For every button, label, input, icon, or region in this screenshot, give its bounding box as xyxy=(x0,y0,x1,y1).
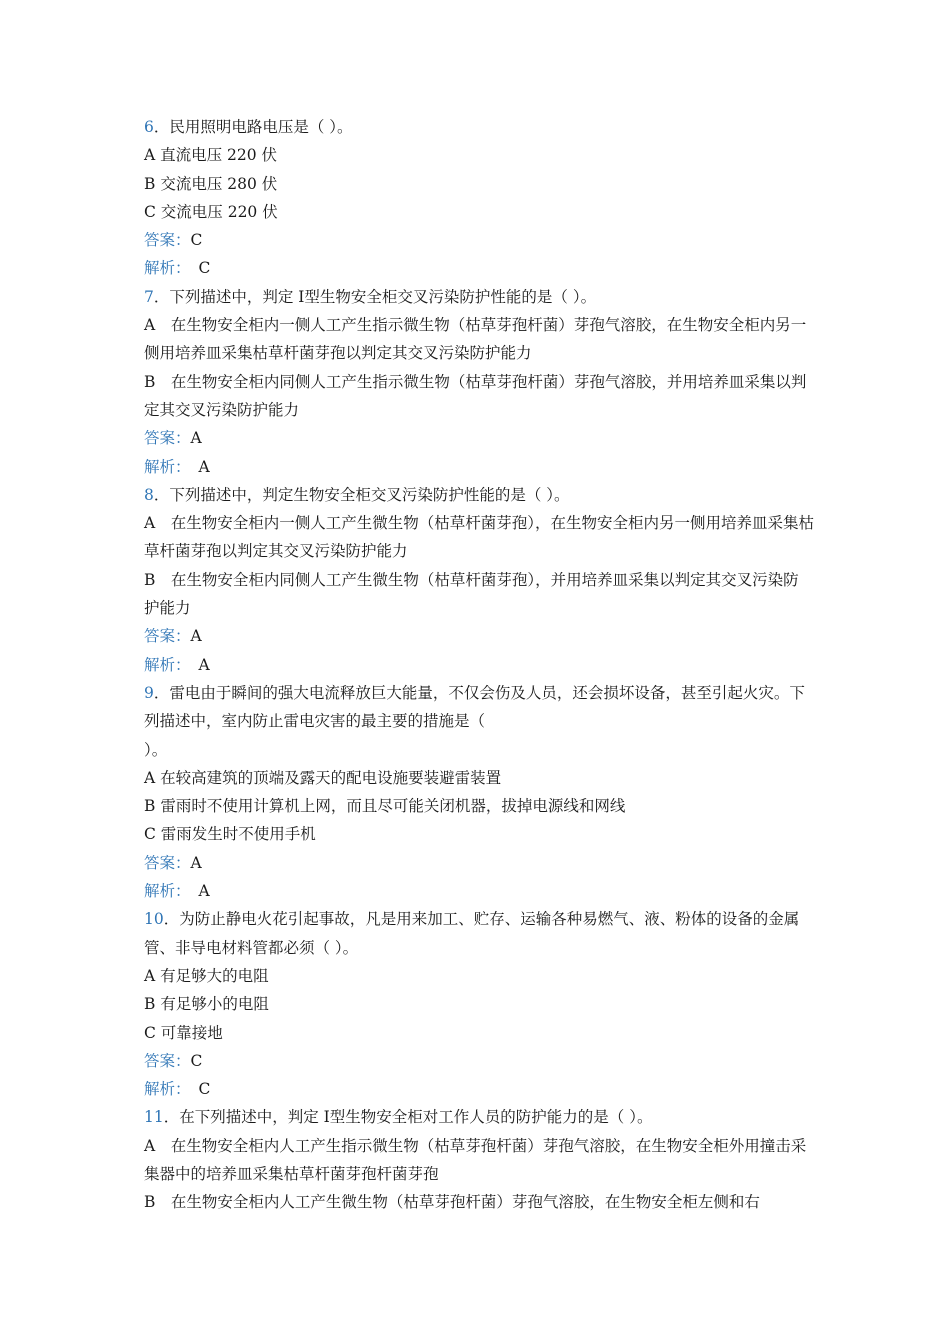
option: A 在较高建筑的顶端及露天的配电设施要装避雷装置 xyxy=(144,768,502,787)
answer-line: 答案：A xyxy=(144,627,202,646)
option: B 在生物安全柜内同侧人工产生微生物（枯草杆菌芽孢），并用培养皿采集以判定其交叉污染防护能力 xyxy=(144,570,799,618)
question-number: 10 xyxy=(144,910,164,929)
analysis-line: 解析： C xyxy=(144,1080,211,1099)
question-number: 7 xyxy=(144,287,154,306)
option: B 在生物安全柜内人工产生微生物（枯草芽孢杆菌）芽孢气溶胶，在生物安全柜左侧和右 xyxy=(144,1193,760,1212)
answer-line: 答案：A xyxy=(144,429,202,448)
question-8 xyxy=(144,481,814,679)
question-number: 8 xyxy=(144,485,154,504)
option: A 在生物安全柜内一侧人工产生微生物（枯草杆菌芽孢），在生物安全柜内另一侧用培养皿采集枯草杆菌芽孢以判定其交叉污染防护能力 xyxy=(144,514,814,561)
question-stem: 10．为防止静电火花引起事故，凡是用来加工、贮存、运输各种易燃气、液、粉体的设备的金属管、非导电材料管都必须（ ）。 xyxy=(144,910,800,957)
analysis-line: 解析： C xyxy=(144,259,211,278)
option: B 交流电压 280 伏 xyxy=(144,174,278,193)
option: A 有足够大的电阻 xyxy=(144,966,269,985)
question-number: 6 xyxy=(144,118,154,136)
analysis-line: 解析： A xyxy=(144,882,210,901)
option: C 交流电压 220 伏 xyxy=(144,202,278,221)
question-stem: 6．民用照明电路电压是（ ）。 xyxy=(144,118,353,136)
question-6 xyxy=(144,113,814,283)
option: B 雷雨时不使用计算机上网，而且尽可能关闭机器，拔掉电源线和网线 xyxy=(144,797,626,816)
option: A 在生物安全柜内一侧人工产生指示微生物（枯草芽孢杆菌）芽孢气溶胶，在生物安全柜内另一侧用培养皿采集枯草杆菌芽孢以判定其交叉污染防护能力 xyxy=(144,316,807,363)
option: B 在生物安全柜内同侧人工产生指示微生物（枯草芽孢杆菌）芽孢气溶胶，并用培养皿采集以判定其交叉污染防护能力 xyxy=(144,372,807,419)
question-number: 9 xyxy=(144,683,154,702)
question-stem-tail: ）。 xyxy=(144,740,168,759)
option: B 有足够小的电阻 xyxy=(144,995,269,1014)
analysis-line: 解析： A xyxy=(144,457,210,476)
question-10 xyxy=(144,905,814,1103)
option: C 雷雨发生时不使用手机 xyxy=(144,825,316,844)
analysis-line: 解析： A xyxy=(144,655,210,674)
question-stem: 11．在下列描述中，判定 I型生物安全柜对工作人员的防护能力的是（ ）。 xyxy=(144,1108,653,1127)
question-9 xyxy=(144,679,814,905)
document-page xyxy=(144,113,814,1217)
answer-line: 答案：A xyxy=(144,853,202,872)
question-stem: 8．下列描述中，判定生物安全柜交叉污染防护性能的是（ ）。 xyxy=(144,485,570,504)
option: C 可靠接地 xyxy=(144,1023,223,1042)
question-7 xyxy=(144,283,814,481)
answer-line: 答案：C xyxy=(144,1051,203,1070)
option: A 直流电压 220 伏 xyxy=(144,146,278,165)
answer-line: 答案：C xyxy=(144,231,203,250)
question-number: 11 xyxy=(144,1108,164,1127)
option: A 在生物安全柜内人工产生指示微生物（枯草芽孢杆菌）芽孢气溶胶，在生物安全柜外用撞击采集器中的培养皿采集枯草杆菌芽孢杆菌芽孢 xyxy=(144,1136,807,1183)
question-stem: 9．雷电由于瞬间的强大电流释放巨大能量，不仅会伤及人员，还会损坏设备，甚至引起火灾。下列描述中，室内防止雷电灾害的最主要的措施是（ xyxy=(144,683,805,731)
question-11 xyxy=(144,1103,814,1216)
question-stem: 7．下列描述中，判定 I型生物安全柜交叉污染防护性能的是（ ）。 xyxy=(144,287,597,306)
